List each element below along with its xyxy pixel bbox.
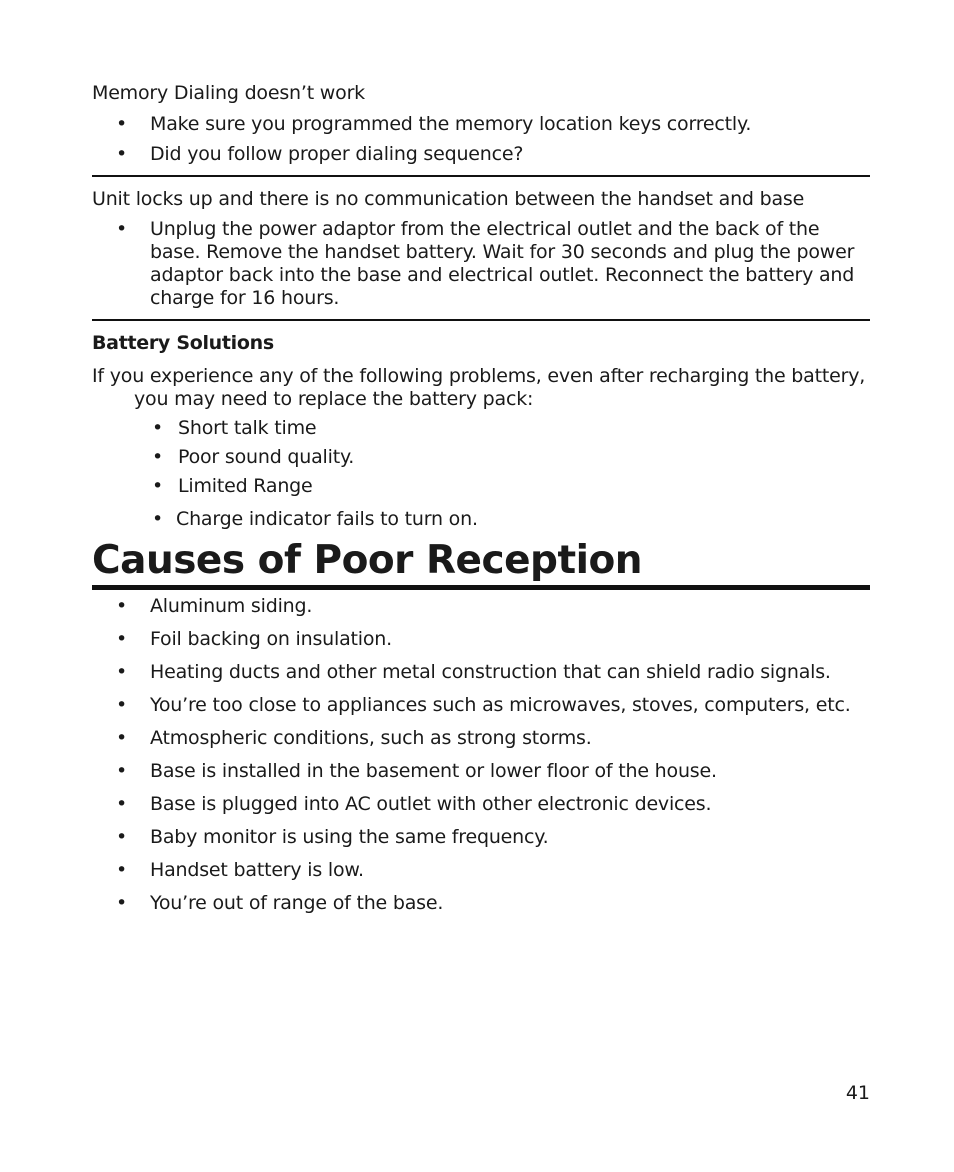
list-item: • Handset battery is low. bbox=[116, 859, 364, 881]
memory-dialing-section bbox=[92, 80, 870, 166]
reception-causes-list bbox=[92, 595, 870, 915]
bullet-icon: • bbox=[116, 793, 128, 815]
list-item: • Poor sound quality. bbox=[152, 446, 355, 468]
bullet-icon: • bbox=[152, 508, 164, 530]
list-item: • You’re out of range of the base. bbox=[116, 892, 444, 914]
list-item: • Atmospheric conditions, such as strong storms. bbox=[116, 727, 592, 749]
page-title: Causes of Poor Reception bbox=[92, 538, 643, 583]
list-item: • Did you follow proper dialing sequence? bbox=[116, 143, 524, 165]
battery-solutions-intro: If you experience any of the following problems, even after recharging the battery, you may need to replace the battery pack: bbox=[92, 365, 866, 410]
list-item: • Heating ducts and other metal construction that can shield radio signals. bbox=[116, 661, 831, 683]
bullet-icon: • bbox=[116, 859, 128, 881]
bullet-icon: • bbox=[116, 826, 128, 848]
list-item: • Limited Range bbox=[152, 475, 313, 497]
bullet-icon: • bbox=[116, 727, 128, 749]
bullet-icon: • bbox=[116, 218, 128, 240]
list-item: • Unplug the power adaptor from the electrical outlet and the back of the base. Remove the handset battery. Wait for 30 seconds and plug the power adaptor back into the base and electrical outlet. Reconnect the battery and charge for 16 hours. bbox=[116, 218, 855, 309]
bullet-icon: • bbox=[152, 417, 164, 439]
bullet-icon: • bbox=[152, 475, 164, 497]
bullet-icon: • bbox=[116, 661, 128, 683]
bullet-icon: • bbox=[116, 760, 128, 782]
battery-solutions-section bbox=[92, 330, 870, 531]
battery-problems-list bbox=[92, 417, 870, 531]
list-item: • Aluminum siding. bbox=[116, 595, 313, 617]
memory-dialing-title: Memory Dialing doesn’t work bbox=[92, 82, 365, 104]
manual-page bbox=[92, 80, 870, 915]
list-item: • Charge indicator fails to turn on. bbox=[152, 508, 478, 530]
bullet-icon: • bbox=[116, 143, 128, 165]
page-number: 41 bbox=[845, 1082, 870, 1104]
bullet-icon: • bbox=[152, 446, 164, 468]
memory-dialing-list bbox=[92, 113, 870, 166]
bullet-icon: • bbox=[116, 113, 128, 135]
list-item: • Baby monitor is using the same frequency. bbox=[116, 826, 549, 848]
battery-solutions-heading: Battery Solutions bbox=[92, 332, 274, 354]
unit-locks-section bbox=[92, 177, 870, 310]
bullet-icon: • bbox=[116, 694, 128, 716]
bullet-icon: • bbox=[116, 595, 128, 617]
bullet-icon: • bbox=[116, 892, 128, 914]
bullet-icon: • bbox=[116, 628, 128, 650]
unit-locks-list bbox=[92, 218, 870, 310]
list-item: • Foil backing on insulation. bbox=[116, 628, 392, 650]
list-item: • Base is plugged into AC outlet with other electronic devices. bbox=[116, 793, 712, 815]
list-item: • Base is installed in the basement or lower floor of the house. bbox=[116, 760, 717, 782]
unit-locks-title: Unit locks up and there is no communication between the handset and base bbox=[92, 188, 805, 210]
list-item: • Short talk time bbox=[152, 417, 317, 439]
list-item: • You’re too close to appliances such as microwaves, stoves, computers, etc. bbox=[116, 694, 851, 716]
list-item: • Make sure you programmed the memory location keys correctly. bbox=[116, 113, 752, 135]
section-divider bbox=[92, 319, 870, 321]
title-underline bbox=[92, 585, 870, 590]
